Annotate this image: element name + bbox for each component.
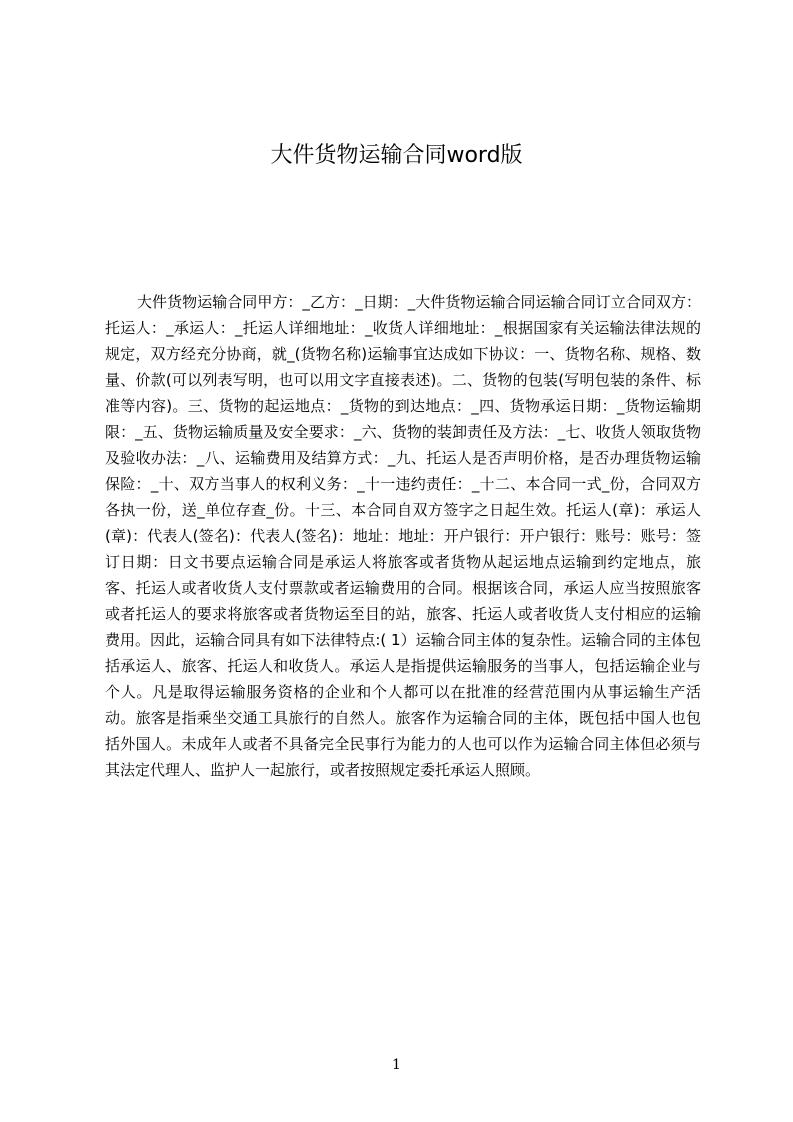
document-body-paragraph: 大件货物运输合同甲方：_乙方：_日期：_大件货物运输合同运输合同订立合同双方：托运人：_承运人：_托运人详细地址：_收货人详细地址：_根据国家有关运输法律法规的规定，双方经充分协商，就_(货物名称)运输事宜达成如下协议：一、货物名称、规格、数量、价款(可以列表写明，也可以用文字直接表述)。二、货物的包装(写明包装的条件、标准等内容)。三、货物的起运地点：_货物的到达地点：_四、货物承运日期：_货物运输期限：_五、货物运输质量及安全要求：_六、货物的装卸责任及方法：_七、收货人领取货物及验收办法：_八、运输费用及结算方式：_九、托运人是否声明价格，是否办理货物运输保险：_十、双方当事人的权利义务：_十一违约责任：_十二、本合同一式_份，合同双方各执一份，送_单位存查_份。十三、本合同自双方签字之日起生效。托运人(章)：承运人(章)：代表人(签名)：代表人(签名)：地址：地址：开户银行：开户银行：账号：账号：签订日期：日文书要点运输合同是承运人将旅客或者货物从起运地点运输到约定地点，旅客、托运人或者收货人支付票款或者运输费用的合同。根据该合同，承运人应当按照旅客或者托运人的要求将旅客或者货物运至目的站，旅客、托运人或者收货人支付相应的运输费用。因此，运输合同具有如下法律特点:( 1）运输合同主体的复杂性。运输合同的主体包括承运人、旅客、托运人和收货人。承运人是指提供运输服务的当事人，包括运输企业与个人。凡是取得运输服务资格的企业和个人都可以在批准的经营范围内从事运输生产活动。旅客是指乘坐交通工具旅行的自然人。旅客作为运输合同的主体，既包括中国人也包括外国人。未成年人或者不具备完全民事行为能力的人也可以作为运输合同主体但必须与其法定代理人、监护人一起旅行，或者按照规定委托承运人照顾。	[105, 293, 701, 779]
document-title: 大件货物运输合同word版	[270, 143, 523, 168]
page-number: 1	[392, 1057, 401, 1073]
